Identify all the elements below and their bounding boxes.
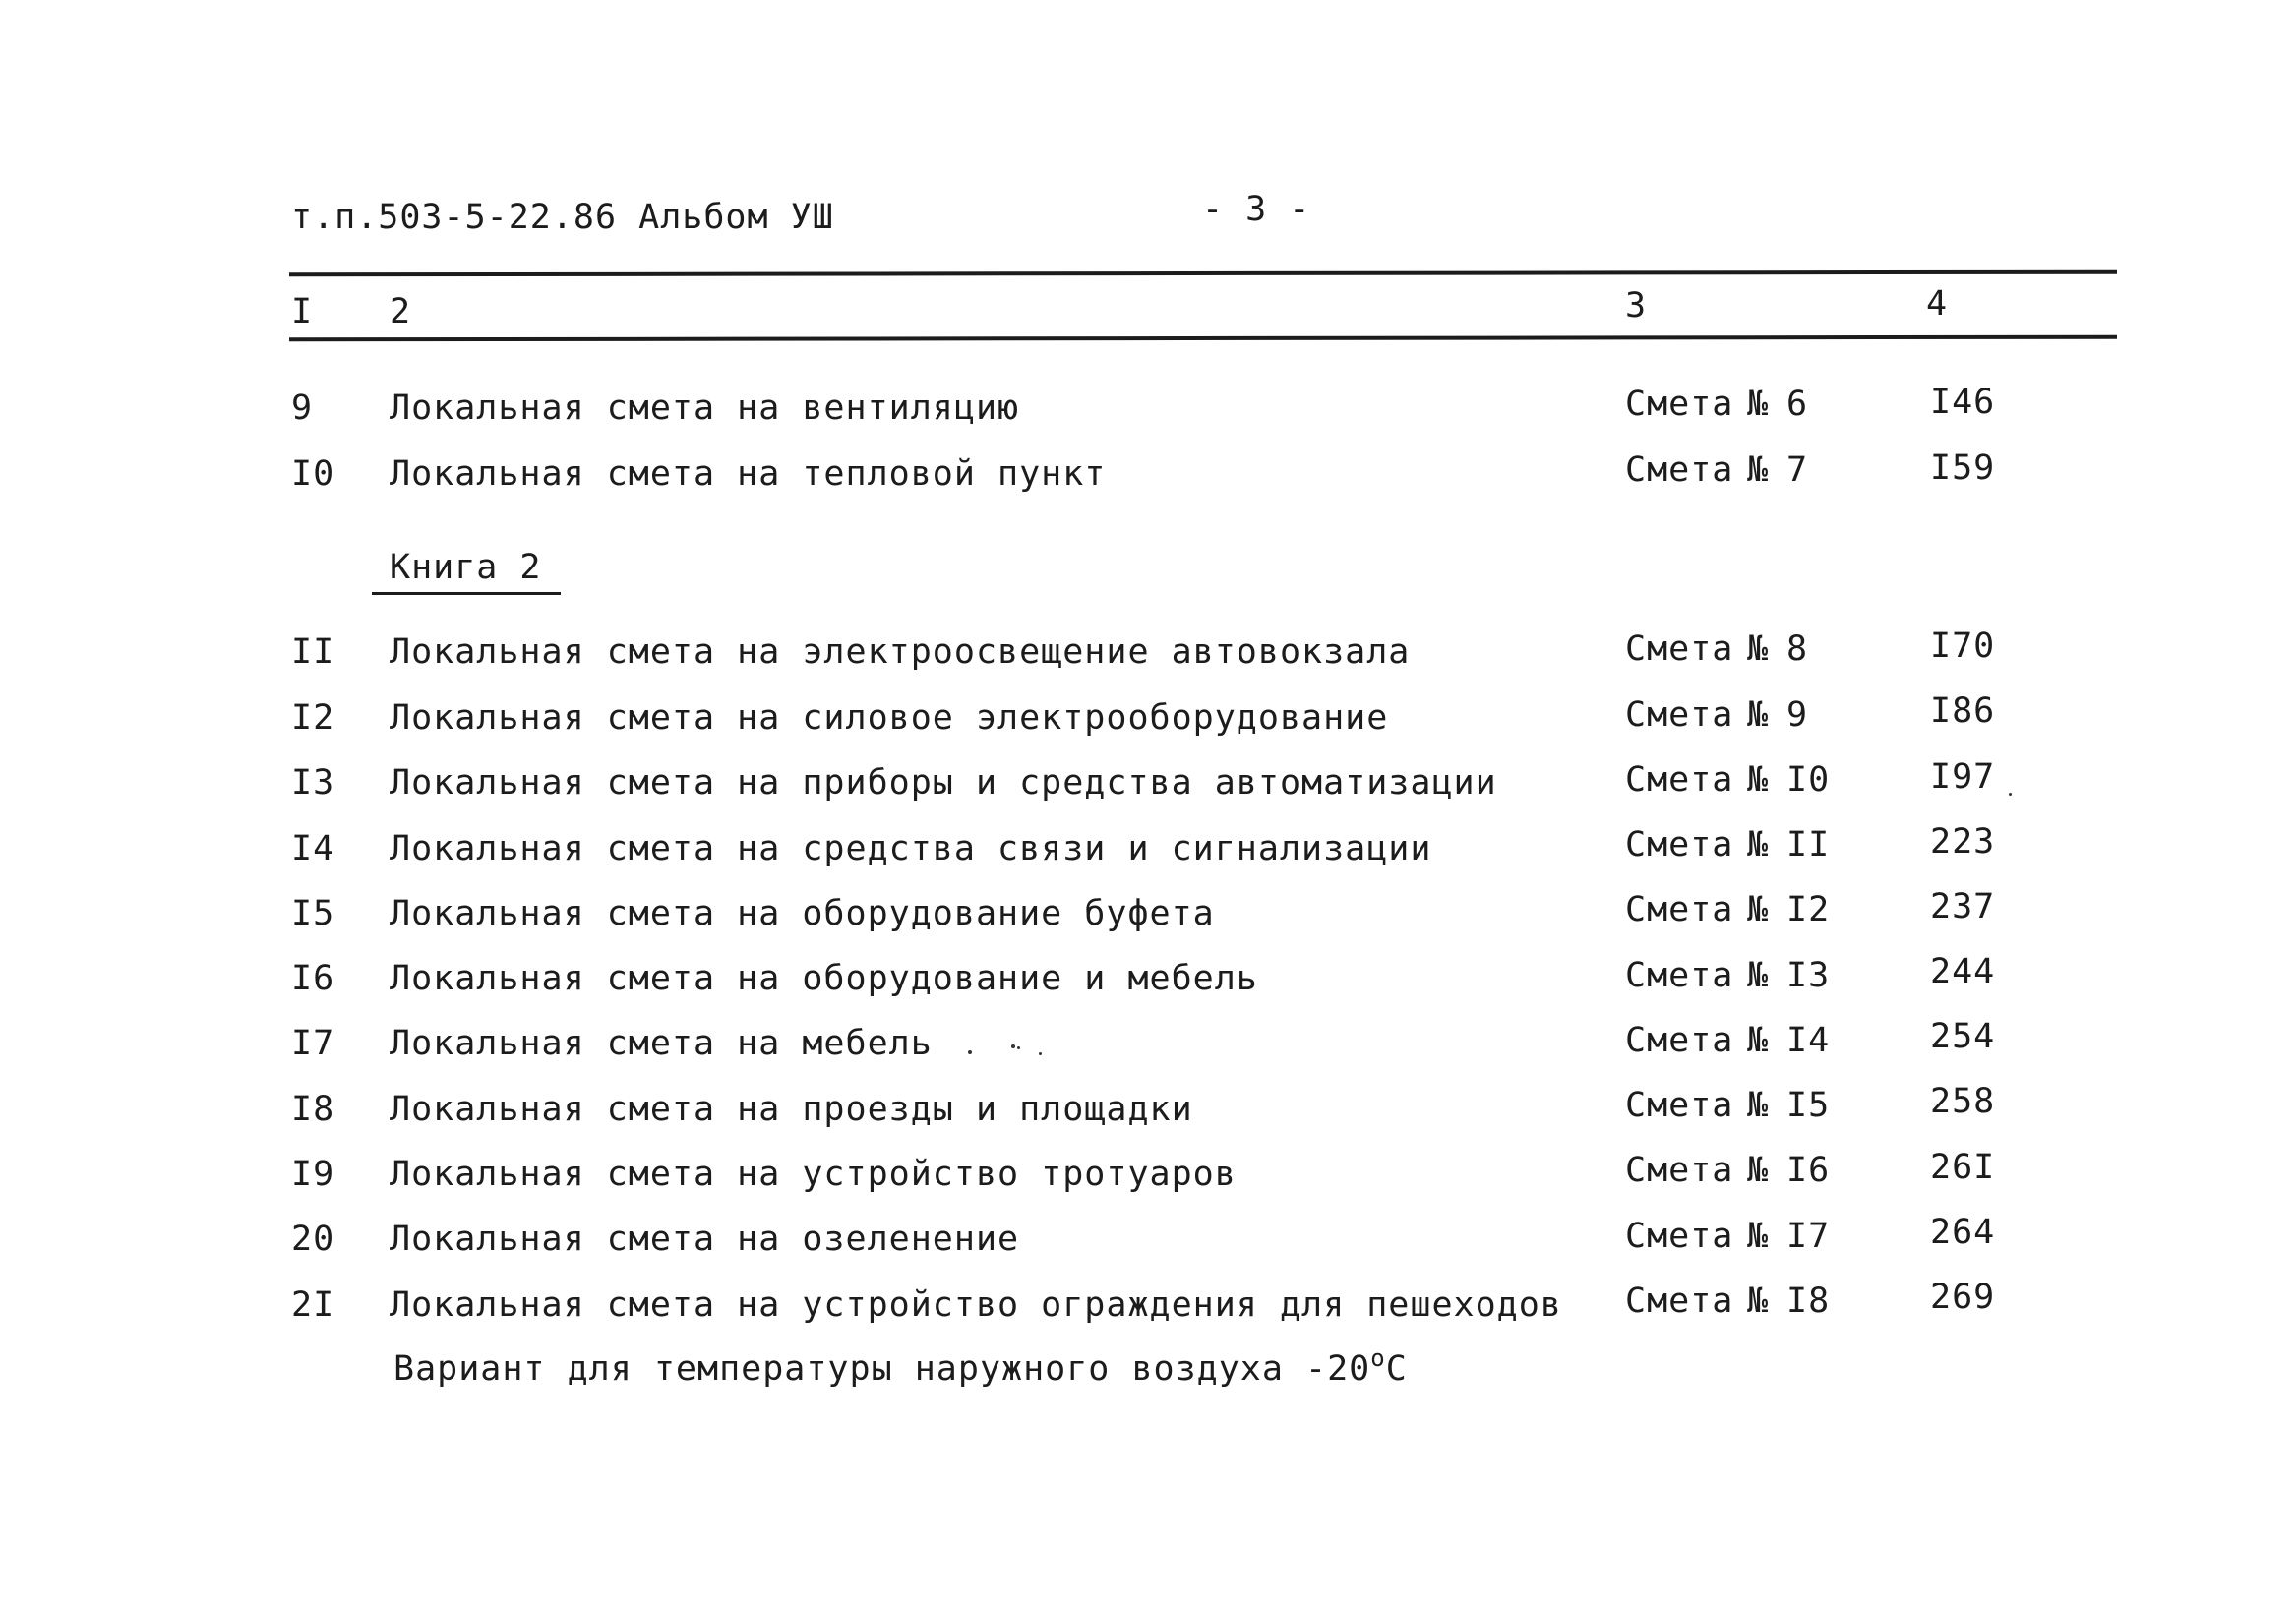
- estimate-label: Смета: [1625, 1021, 1734, 1060]
- page-ref: 258: [1930, 1082, 1996, 1121]
- row-number: I9: [291, 1155, 335, 1194]
- estimate-label: Смета: [1625, 890, 1734, 929]
- page-ref: I70: [1930, 626, 1996, 666]
- estimate-label: Смета: [1625, 1151, 1734, 1190]
- number-sign: №: [1747, 760, 1770, 800]
- number-sign: №: [1747, 1282, 1770, 1321]
- estimate-label: Смета: [1625, 385, 1734, 424]
- number-sign: №: [1747, 1217, 1770, 1256]
- number-sign: №: [1747, 385, 1770, 424]
- estimate-number: 7: [1786, 450, 1809, 490]
- document-reference: т.п.503-5-22.86 Альбом УШ: [291, 198, 834, 237]
- estimate-number: I7: [1786, 1217, 1831, 1256]
- row-description: Локальная смета на оборудование буфета: [390, 894, 1215, 933]
- row-description: Локальная смета на электроосвещение автовокзала: [390, 632, 1411, 672]
- estimate-number: I2: [1786, 890, 1831, 929]
- row-number: I5: [291, 894, 335, 933]
- estimate-label: Смета: [1625, 1217, 1734, 1256]
- table-header-rule: [289, 335, 2117, 342]
- page-ref: 26I: [1930, 1148, 1996, 1187]
- number-sign: №: [1747, 956, 1770, 995]
- page-ref: 244: [1930, 952, 1996, 991]
- estimate-label: Смета: [1625, 629, 1734, 669]
- estimate-number: I6: [1786, 1151, 1831, 1190]
- estimate-number: 6: [1786, 385, 1809, 424]
- page-number: - 3 -: [1202, 190, 1311, 229]
- row-number: I7: [291, 1024, 335, 1063]
- row-description: Локальная смета на вентиляцию: [390, 388, 1020, 428]
- scan-speck: [1017, 1046, 1020, 1049]
- estimate-number: I4: [1786, 1021, 1831, 1060]
- estimate-label: Смета: [1625, 825, 1734, 865]
- estimate-number: I3: [1786, 956, 1831, 995]
- variant-note: [393, 1344, 1408, 1389]
- scan-speck: [968, 1050, 972, 1054]
- row-number: 20: [291, 1220, 335, 1259]
- row-description: Локальная смета на силовое электрооборудование: [390, 698, 1389, 738]
- page-ref: 269: [1930, 1278, 1996, 1317]
- row-description: Локальная смета на тепловой пункт: [390, 454, 1107, 494]
- row-number: II: [291, 632, 335, 672]
- estimate-number: I8: [1786, 1282, 1831, 1321]
- section-title-underline: [372, 592, 561, 595]
- estimate-label: Смета: [1625, 956, 1734, 995]
- estimate-label: Смета: [1625, 450, 1734, 490]
- row-number: I3: [291, 763, 335, 803]
- page-ref: I86: [1930, 691, 1996, 731]
- estimate-number: I0: [1786, 760, 1831, 800]
- number-sign: №: [1747, 1021, 1770, 1060]
- row-description: Локальная смета на устройство ограждения для пешеходов: [390, 1285, 1562, 1325]
- row-number: 2I: [291, 1285, 335, 1325]
- row-description: Локальная смета на средства связи и сигнализации: [390, 829, 1432, 868]
- number-sign: №: [1747, 1086, 1770, 1125]
- scan-speck: [1011, 1044, 1015, 1048]
- number-sign: №: [1747, 890, 1770, 929]
- estimate-number: 8: [1786, 629, 1809, 669]
- row-number: I2: [291, 698, 335, 738]
- variant-note-text: Вариант для температуры наружного воздуха -20: [393, 1349, 1371, 1389]
- temperature-unit: С: [1385, 1349, 1408, 1389]
- number-sign: №: [1747, 629, 1770, 669]
- column-header-4: 4: [1926, 284, 1949, 324]
- page-ref: 223: [1930, 822, 1996, 862]
- row-number: I6: [291, 959, 335, 998]
- scan-speck: [2009, 793, 2012, 796]
- number-sign: №: [1747, 450, 1770, 490]
- number-sign: №: [1747, 695, 1770, 735]
- page-ref: I46: [1930, 383, 1996, 422]
- row-number: 9: [291, 388, 314, 428]
- page-ref: 264: [1930, 1213, 1996, 1252]
- row-description: Локальная смета на оборудование и мебель: [390, 959, 1258, 998]
- column-header-3: 3: [1625, 286, 1648, 326]
- estimate-number: 9: [1786, 695, 1809, 735]
- row-description: Локальная смета на проезды и площадки: [390, 1090, 1193, 1129]
- row-description: Локальная смета на устройство тротуаров: [390, 1155, 1237, 1194]
- page-ref: I59: [1930, 448, 1996, 488]
- table-top-rule: [289, 270, 2117, 277]
- estimate-number: II: [1786, 825, 1831, 865]
- page-ref: I97: [1930, 757, 1996, 797]
- estimate-label: Смета: [1625, 695, 1734, 735]
- number-sign: №: [1747, 1151, 1770, 1190]
- row-number: I0: [291, 454, 335, 494]
- row-description: Локальная смета на мебель: [390, 1024, 933, 1063]
- row-number: I4: [291, 829, 335, 868]
- column-header-2: 2: [390, 292, 412, 331]
- row-description: Локальная смета на приборы и средства автоматизации: [390, 763, 1497, 803]
- estimate-label: Смета: [1625, 760, 1734, 800]
- degree-sign: о: [1370, 1344, 1386, 1372]
- row-number: I8: [291, 1090, 335, 1129]
- number-sign: №: [1747, 825, 1770, 865]
- estimate-label: Смета: [1625, 1282, 1734, 1321]
- page-ref: 254: [1930, 1017, 1996, 1056]
- estimate-label: Смета: [1625, 1086, 1734, 1125]
- section-title: Книга 2: [390, 548, 542, 587]
- column-header-1: I: [291, 292, 314, 331]
- estimate-number: I5: [1786, 1086, 1831, 1125]
- row-description: Локальная смета на озеленение: [390, 1220, 1020, 1259]
- page-ref: 237: [1930, 887, 1996, 926]
- scan-speck: [1039, 1052, 1042, 1055]
